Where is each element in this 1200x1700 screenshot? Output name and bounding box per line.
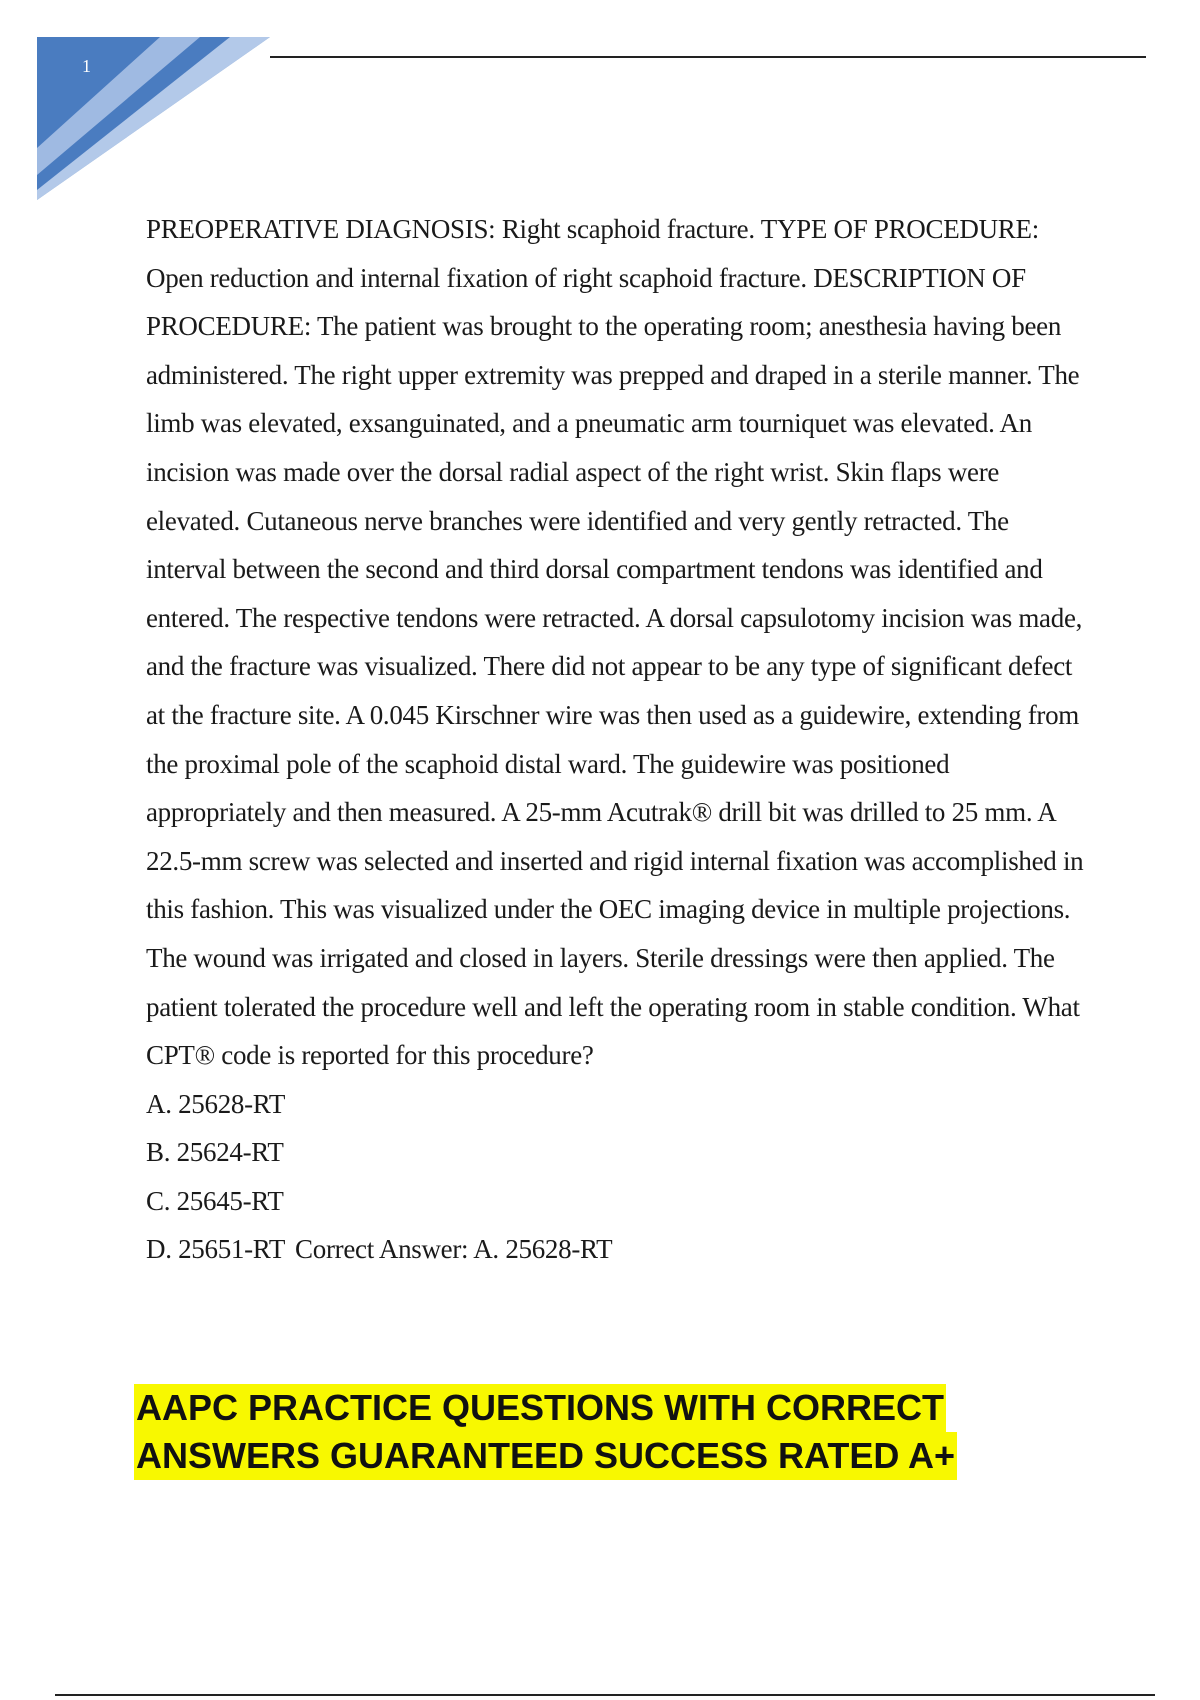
banner-line-1: AAPC PRACTICE QUESTIONS WITH CORRECT [134,1384,946,1432]
correct-answer-label: Correct Answer: [295,1234,469,1265]
question-body [146,205,1086,1274]
header-rule [270,56,1146,58]
option-b: B. 25624-RT [146,1137,284,1168]
page-number: 1 [82,56,91,76]
question-text: PREOPERATIVE DIAGNOSIS: Right scaphoid fracture. TYPE OF PROCEDURE: Open reduction and internal fixation of right scaphoid fracture. DESCRIPTION OF PROCEDURE: The patient was brought to the operating room; anesthesia having been administered. The right upper extremity was prepped and draped in a sterile manner. The limb was elevated, exsanguinated, and a pneumatic arm tourniquet was elevated. An incision was made over the dorsal radial aspect of the right wrist. Skin flaps were elevated. Cutaneous nerve branches were identified and very gently retracted. The interval between the second and third dorsal compartment tendons was identified and entered. The respective tendons were retracted. A dorsal capsulotomy incision was made, and the fracture was visualized. There did not appear to be any type of significant defect at the fracture site. A 0.045 Kirschner wire was then used as a guidewire, extending from the proximal pole of the scaphoid distal ward. The guidewire was positioned appropriately and then measured. A 25-mm Acutrak® drill bit was drilled to 25 mm. A 22.5-mm screw was selected and inserted and rigid internal fixation was accomplished in this fashion. This was visualized under the OEC imaging device in multiple projections. The wound was irrigated and closed in layers. Sterile dressings were then applied. The patient tolerated the procedure well and left the operating room in stable condition. What CPT® code is reported for this procedure? [146,214,1084,1071]
banner-line-2: ANSWERS GUARANTEED SUCCESS RATED A+ [134,1432,957,1480]
option-d-row [146,1225,1086,1274]
corner-decoration [0,0,280,210]
option-a: A. 25628-RT [146,1088,286,1119]
promo-banner [134,1384,957,1480]
correct-answer: A. 25628-RT [473,1234,613,1265]
option-c: C. 25645-RT [146,1185,284,1216]
option-d: D. 25651-RT [146,1234,285,1265]
answer-options [146,1080,1086,1274]
footer-rule [55,1694,1155,1696]
